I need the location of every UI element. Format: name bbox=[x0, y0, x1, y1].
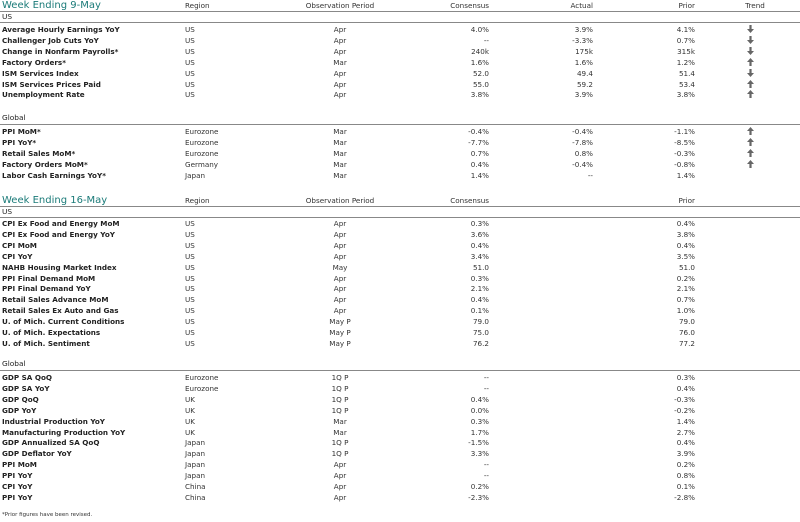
table-row bbox=[0, 283, 800, 294]
region: US bbox=[185, 284, 195, 294]
indicator-name: Challenger Job Cuts YoY bbox=[2, 35, 99, 45]
indicator-name: U. of Mich. Sentiment bbox=[2, 338, 90, 348]
table-row bbox=[0, 459, 800, 470]
observation-period: 1Q P bbox=[331, 405, 349, 415]
observation-period: 1Q P bbox=[331, 373, 349, 382]
observation-period: Apr bbox=[333, 90, 347, 100]
observation-period: Apr bbox=[333, 273, 347, 283]
table-row bbox=[0, 126, 800, 137]
actual-value: 1.6% bbox=[574, 57, 593, 67]
column-header-obs: Observation Period bbox=[305, 1, 375, 10]
observation-period: Mar bbox=[333, 416, 347, 426]
region: UK bbox=[185, 416, 195, 426]
region: US bbox=[185, 57, 195, 67]
region: Japan bbox=[185, 170, 206, 180]
column-header-region: Region bbox=[185, 196, 210, 205]
table-row bbox=[0, 240, 800, 251]
region: UK bbox=[185, 394, 195, 404]
table-row bbox=[0, 24, 800, 35]
consensus-value: 1.6% bbox=[470, 57, 489, 67]
column-header-consensus: Consensus bbox=[450, 1, 489, 10]
indicator-name: GDP SA YoY bbox=[2, 383, 50, 393]
table-row bbox=[0, 148, 800, 159]
observation-period: May P bbox=[329, 317, 351, 327]
consensus-value: 76.2 bbox=[472, 338, 489, 348]
column-header-prior: Prior bbox=[678, 1, 695, 10]
table-row bbox=[0, 79, 800, 90]
region: US bbox=[185, 306, 195, 316]
table-row bbox=[0, 57, 800, 68]
table-row bbox=[0, 35, 800, 46]
region: US bbox=[185, 338, 195, 348]
indicator-name: PPI YoY bbox=[2, 471, 33, 481]
consensus-value: 0.1% bbox=[470, 306, 489, 316]
week-header bbox=[0, 195, 800, 206]
region: Japan bbox=[185, 438, 206, 448]
actual-value: -3.3% bbox=[572, 35, 593, 45]
observation-period: Apr bbox=[333, 482, 347, 491]
observation-period: Mar bbox=[333, 137, 347, 147]
indicator-name: Labor Cash Earnings YoY* bbox=[2, 170, 106, 180]
prior-value: 0.7% bbox=[676, 35, 695, 45]
indicator-name: U. of Mich. Expectations bbox=[2, 328, 101, 337]
indicator-name: Industrial Production YoY bbox=[2, 416, 106, 426]
observation-period: Apr bbox=[333, 471, 347, 481]
indicator-name: GDP SA QoQ bbox=[2, 373, 53, 382]
table-row bbox=[0, 46, 800, 57]
column-header-region: Region bbox=[185, 1, 210, 10]
consensus-value: 55.0 bbox=[472, 79, 489, 89]
prior-value: 53.4 bbox=[678, 79, 695, 89]
consensus-value: 0.3% bbox=[470, 416, 489, 426]
consensus-value: 3.6% bbox=[470, 229, 489, 239]
prior-value: -0.2% bbox=[674, 405, 695, 415]
week-header bbox=[0, 0, 800, 11]
prior-value: 0.4% bbox=[676, 219, 695, 228]
prior-value: -0.3% bbox=[674, 394, 695, 404]
group-label: US bbox=[2, 207, 13, 216]
prior-value: 0.8% bbox=[676, 471, 695, 481]
prior-value: -8.5% bbox=[674, 137, 695, 147]
prior-value: 0.3% bbox=[676, 373, 695, 382]
observation-period: Mar bbox=[333, 159, 347, 169]
prior-value: 1.4% bbox=[676, 170, 695, 180]
indicator-name: Factory Orders* bbox=[2, 57, 66, 67]
prior-value: 0.1% bbox=[676, 482, 695, 491]
indicator-name: ISM Services Prices Paid bbox=[2, 79, 101, 89]
actual-value: 3.9% bbox=[574, 90, 593, 100]
table-row bbox=[0, 218, 800, 229]
consensus-value: 240k bbox=[471, 46, 489, 56]
observation-period: 1Q P bbox=[331, 383, 349, 393]
observation-period: Apr bbox=[333, 79, 347, 89]
indicator-name: PPI Final Demand MoM bbox=[2, 273, 96, 283]
region: Eurozone bbox=[185, 383, 219, 393]
observation-period: Apr bbox=[333, 68, 347, 78]
prior-value: 1.0% bbox=[676, 306, 695, 316]
observation-period: Apr bbox=[333, 251, 347, 261]
consensus-value: -- bbox=[483, 373, 489, 382]
table-row bbox=[0, 316, 800, 327]
divider bbox=[0, 206, 800, 207]
observation-period: Mar bbox=[333, 148, 347, 158]
observation-period: Mar bbox=[333, 57, 347, 67]
consensus-value: 0.4% bbox=[470, 240, 489, 250]
consensus-value: 0.7% bbox=[470, 148, 489, 158]
observation-period: May P bbox=[329, 328, 351, 337]
consensus-value: -- bbox=[483, 471, 489, 481]
table-row bbox=[0, 251, 800, 262]
table-row bbox=[0, 338, 800, 349]
table-row bbox=[0, 437, 800, 448]
indicator-name: CPI YoY bbox=[2, 251, 33, 261]
region: US bbox=[185, 79, 195, 89]
region: US bbox=[185, 262, 195, 272]
region: US bbox=[185, 240, 195, 250]
consensus-value: 0.0% bbox=[470, 405, 489, 415]
observation-period: Mar bbox=[333, 170, 347, 180]
table-row bbox=[0, 492, 800, 503]
table-row bbox=[0, 470, 800, 481]
prior-value: 77.2 bbox=[678, 338, 695, 348]
prior-value: 3.8% bbox=[676, 90, 695, 100]
footnote: *Prior figures have been revised. bbox=[2, 512, 93, 518]
region: Germany bbox=[185, 159, 219, 169]
divider bbox=[0, 22, 800, 23]
table-row bbox=[0, 294, 800, 305]
indicator-name: PPI YoY* bbox=[2, 137, 37, 147]
observation-period: Apr bbox=[333, 25, 347, 34]
prior-value: 51.0 bbox=[678, 262, 695, 272]
observation-period: Apr bbox=[333, 306, 347, 316]
indicator-name: PPI Final Demand YoY bbox=[2, 284, 91, 294]
column-header-obs: Observation Period bbox=[305, 196, 375, 205]
table-row bbox=[0, 448, 800, 459]
indicator-name: PPI YoY bbox=[2, 492, 33, 502]
prior-value: 3.9% bbox=[676, 449, 695, 459]
table-row bbox=[0, 137, 800, 148]
prior-value: 79.0 bbox=[678, 317, 695, 327]
region: Eurozone bbox=[185, 127, 219, 136]
consensus-value: 0.4% bbox=[470, 295, 489, 305]
observation-period: Apr bbox=[333, 35, 347, 45]
observation-period: Apr bbox=[333, 240, 347, 250]
actual-value: 0.8% bbox=[574, 148, 593, 158]
group-label: Global bbox=[2, 359, 26, 368]
indicator-name: PPI MoM* bbox=[2, 127, 41, 136]
prior-value: 0.7% bbox=[676, 295, 695, 305]
region: US bbox=[185, 68, 195, 78]
actual-value: -0.4% bbox=[572, 127, 593, 136]
region: UK bbox=[185, 427, 195, 437]
actual-value: 49.4 bbox=[576, 68, 593, 78]
table-row bbox=[0, 89, 800, 100]
region: Japan bbox=[185, 471, 206, 481]
group-label: US bbox=[2, 12, 13, 21]
region: US bbox=[185, 229, 195, 239]
indicator-name: NAHB Housing Market Index bbox=[2, 262, 117, 272]
prior-value: -0.8% bbox=[674, 159, 695, 169]
prior-value: 2.1% bbox=[676, 284, 695, 294]
arrow-up-icon bbox=[735, 89, 765, 101]
indicator-name: Retail Sales Advance MoM bbox=[2, 295, 109, 305]
consensus-value: 0.4% bbox=[470, 159, 489, 169]
prior-value: 0.4% bbox=[676, 383, 695, 393]
prior-value: 76.0 bbox=[678, 328, 695, 337]
prior-value: 0.4% bbox=[676, 240, 695, 250]
prior-value: -2.8% bbox=[674, 492, 695, 502]
prior-value: 1.4% bbox=[676, 416, 695, 426]
indicator-name: Unemployment Rate bbox=[2, 90, 85, 100]
region: US bbox=[185, 295, 195, 305]
indicator-name: PPI MoM bbox=[2, 460, 37, 470]
region: China bbox=[185, 492, 206, 502]
consensus-value: -2.3% bbox=[468, 492, 489, 502]
region: US bbox=[185, 35, 195, 45]
observation-period: Apr bbox=[333, 460, 347, 470]
column-header-actual: Actual bbox=[570, 1, 593, 10]
region: US bbox=[185, 328, 195, 337]
prior-value: 51.4 bbox=[678, 68, 695, 78]
indicator-name: Average Hourly Earnings YoY bbox=[2, 25, 120, 34]
region: UK bbox=[185, 405, 195, 415]
column-header-consensus: Consensus bbox=[450, 196, 489, 205]
region: Japan bbox=[185, 449, 206, 459]
prior-value: 3.5% bbox=[676, 251, 695, 261]
table-row bbox=[0, 170, 800, 181]
prior-value: 0.4% bbox=[676, 438, 695, 448]
indicator-name: GDP YoY bbox=[2, 405, 37, 415]
observation-period: Apr bbox=[333, 284, 347, 294]
table-row bbox=[0, 372, 800, 383]
observation-period: 1Q P bbox=[331, 394, 349, 404]
consensus-value: 3.3% bbox=[470, 449, 489, 459]
indicator-name: Retail Sales MoM* bbox=[2, 148, 76, 158]
table-row bbox=[0, 159, 800, 170]
prior-value: 315k bbox=[677, 46, 695, 56]
indicator-name: Change in Nonfarm Payrolls* bbox=[2, 46, 119, 56]
prior-value: 4.1% bbox=[676, 25, 695, 34]
region: US bbox=[185, 273, 195, 283]
indicator-name: CPI YoY bbox=[2, 482, 33, 491]
table-row bbox=[0, 383, 800, 394]
consensus-value: 51.0 bbox=[472, 262, 489, 272]
group-label: Global bbox=[2, 113, 26, 122]
consensus-value: 0.3% bbox=[470, 273, 489, 283]
consensus-value: -- bbox=[483, 460, 489, 470]
indicator-name: GDP Deflator YoY bbox=[2, 449, 72, 459]
region: Eurozone bbox=[185, 373, 219, 382]
prior-value: -1.1% bbox=[674, 127, 695, 136]
week-title: Week Ending 16-May bbox=[2, 195, 108, 206]
prior-value: -0.3% bbox=[674, 148, 695, 158]
actual-value: 3.9% bbox=[574, 25, 593, 34]
indicator-name: GDP Annualized SA QoQ bbox=[2, 438, 100, 448]
divider bbox=[0, 11, 800, 12]
region: US bbox=[185, 90, 195, 100]
table-row bbox=[0, 305, 800, 316]
consensus-value: 2.1% bbox=[470, 284, 489, 294]
observation-period: Apr bbox=[333, 219, 347, 228]
prior-value: 2.7% bbox=[676, 427, 695, 437]
consensus-value: 1.4% bbox=[470, 170, 489, 180]
indicator-name: U. of Mich. Current Conditions bbox=[2, 317, 125, 327]
table-row bbox=[0, 427, 800, 438]
observation-period: 1Q P bbox=[331, 438, 349, 448]
observation-period: Apr bbox=[333, 295, 347, 305]
column-header-trend: Trend bbox=[745, 1, 765, 10]
indicator-name: Retail Sales Ex Auto and Gas bbox=[2, 306, 119, 316]
actual-value: 175k bbox=[575, 46, 593, 56]
region: Eurozone bbox=[185, 137, 219, 147]
region: US bbox=[185, 317, 195, 327]
actual-value: 59.2 bbox=[576, 79, 593, 89]
region: Eurozone bbox=[185, 148, 219, 158]
divider bbox=[0, 370, 800, 371]
table-row bbox=[0, 327, 800, 338]
table-row bbox=[0, 416, 800, 427]
consensus-value: 3.8% bbox=[470, 90, 489, 100]
table-row bbox=[0, 405, 800, 416]
region: Japan bbox=[185, 460, 206, 470]
consensus-value: 4.0% bbox=[470, 25, 489, 34]
indicator-name: CPI Ex Food and Energy MoM bbox=[2, 219, 120, 228]
region: US bbox=[185, 25, 195, 34]
divider bbox=[0, 124, 800, 125]
table-row bbox=[0, 394, 800, 405]
observation-period: Mar bbox=[333, 127, 347, 136]
observation-period: Apr bbox=[333, 492, 347, 502]
indicator-name: ISM Services Index bbox=[2, 68, 79, 78]
table-row bbox=[0, 273, 800, 284]
observation-period: Mar bbox=[333, 427, 347, 437]
region: US bbox=[185, 219, 195, 228]
consensus-value: -- bbox=[483, 383, 489, 393]
consensus-value: 0.3% bbox=[470, 219, 489, 228]
indicator-name: CPI Ex Food and Energy YoY bbox=[2, 229, 115, 239]
indicator-name: CPI MoM bbox=[2, 240, 37, 250]
consensus-value: -1.5% bbox=[468, 438, 489, 448]
prior-value: 3.8% bbox=[676, 229, 695, 239]
actual-value: -- bbox=[587, 170, 593, 180]
consensus-value: 79.0 bbox=[472, 317, 489, 327]
consensus-value: -- bbox=[483, 35, 489, 45]
consensus-value: -7.7% bbox=[468, 137, 489, 147]
region: US bbox=[185, 251, 195, 261]
consensus-value: -0.4% bbox=[468, 127, 489, 136]
column-header-prior: Prior bbox=[678, 196, 695, 205]
actual-value: -7.8% bbox=[572, 137, 593, 147]
consensus-value: 0.4% bbox=[470, 394, 489, 404]
actual-value: -0.4% bbox=[572, 159, 593, 169]
table-row bbox=[0, 262, 800, 273]
consensus-value: 75.0 bbox=[472, 328, 489, 337]
observation-period: May P bbox=[329, 338, 351, 348]
prior-value: 0.2% bbox=[676, 273, 695, 283]
prior-value: 0.2% bbox=[676, 460, 695, 470]
observation-period: Apr bbox=[333, 46, 347, 56]
table-row bbox=[0, 68, 800, 79]
observation-period: 1Q P bbox=[331, 449, 349, 459]
region: US bbox=[185, 46, 195, 56]
indicator-name: Manufacturing Production YoY bbox=[2, 427, 126, 437]
table-row bbox=[0, 229, 800, 240]
indicator-name: GDP QoQ bbox=[2, 394, 39, 404]
observation-period: May bbox=[332, 262, 348, 272]
consensus-value: 0.2% bbox=[470, 482, 489, 491]
week-title: Week Ending 9-May bbox=[2, 0, 101, 11]
observation-period: Apr bbox=[333, 229, 347, 239]
prior-value: 1.2% bbox=[676, 57, 695, 67]
table-row bbox=[0, 481, 800, 492]
region: China bbox=[185, 482, 206, 491]
consensus-value: 1.7% bbox=[470, 427, 489, 437]
indicator-name: Factory Orders MoM* bbox=[2, 159, 88, 169]
consensus-value: 52.0 bbox=[472, 68, 489, 78]
consensus-value: 3.4% bbox=[470, 251, 489, 261]
